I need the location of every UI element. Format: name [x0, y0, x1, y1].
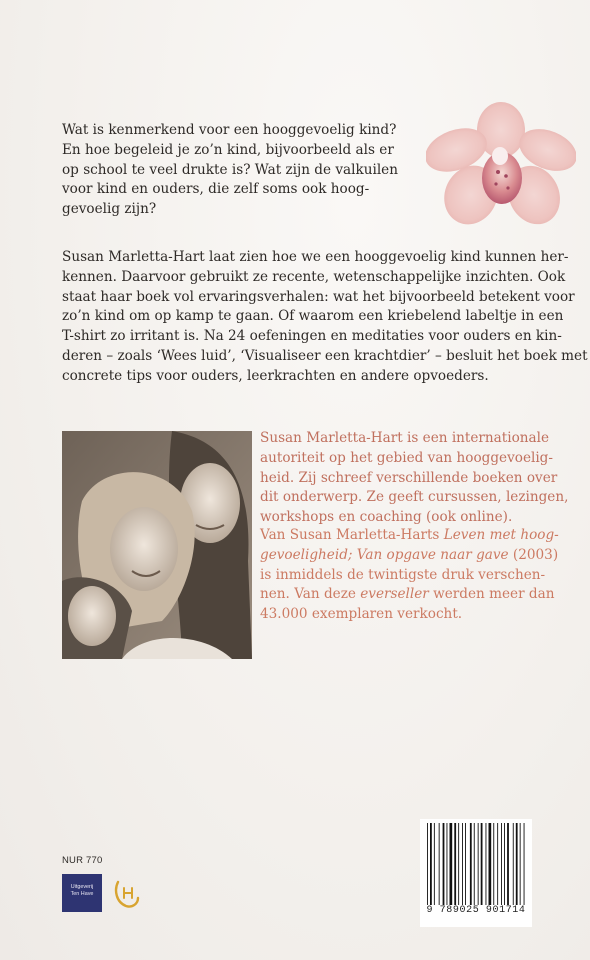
bio-line: heid. Zij schreef verschillende boeken over	[260, 469, 558, 486]
book-title: Leven met hoog-	[443, 527, 559, 543]
previous-book-note	[260, 526, 559, 625]
description-line: deren – zoals ‘Wees luid’, ‘Visualiseer een krachtdier’ – besluit het boek met	[62, 347, 588, 364]
description-line: T-shirt zo irritant is. Na 24 oefeningen en meditaties voor ouders en kin-	[62, 328, 562, 345]
barcode	[420, 819, 532, 927]
bio-line: workshops en coaching (ook online).	[260, 509, 513, 526]
publisher-mark-icon	[112, 876, 140, 910]
orchid-illustration	[426, 100, 576, 235]
description-line: staat haar boek vol ervaringsverhalen: wat het bijvoorbeeld betekent voor	[62, 288, 575, 305]
author-bio	[260, 429, 569, 528]
publisher-logo	[62, 874, 102, 912]
note-text: Van Susan Marletta-Harts	[260, 527, 444, 543]
note-line: 43.000 exemplaren verkocht.	[260, 606, 463, 623]
bio-line: autoriteit op het gebied van hooggevoelig-	[260, 449, 553, 466]
description-line: kennen. Daarvoor gebruikt ze recente, wetenschappelijke inzichten. Ook	[62, 268, 566, 285]
note-line	[260, 526, 559, 546]
intro-line: En hoe begeleid je zo’n kind, bijvoorbeeld als er	[62, 141, 394, 158]
intro-line: voor kind en ouders, die zelf soms ook hoog-	[62, 181, 370, 198]
note-line	[260, 546, 559, 566]
intro-line: gevoelig zijn?	[62, 201, 157, 218]
isbn-number: 9 789025 901714	[426, 905, 526, 916]
author-photo	[62, 431, 252, 659]
note-text: (2003)	[508, 546, 559, 563]
bio-line: dit onderwerp. Ze geeft cursussen, lezingen,	[260, 489, 569, 506]
everseller-term: everseller	[360, 586, 429, 603]
description-line: zo’n kind om op kamp te gaan. Of waarom een kriebelend labeltje in een	[62, 308, 564, 325]
intro-line: Wat is kenmerkend voor een hooggevoelig kind?	[62, 122, 397, 138]
note-line	[260, 585, 555, 605]
publisher-label: Uitgeverij	[70, 884, 94, 890]
nur-code: NUR 770	[62, 855, 103, 866]
note-text: werden meer dan	[428, 586, 555, 603]
note-line: is inmiddels de twintigste druk verschen-	[260, 566, 546, 583]
description-line: Susan Marletta-Hart laat zien hoe we een hooggevoelig kind kunnen her-	[62, 249, 569, 265]
book-title: gevoeligheid; Van opgave naar gave	[260, 546, 509, 563]
note-text: nen. Van deze	[260, 586, 361, 603]
description-paragraph	[62, 248, 588, 387]
barcode-bars	[426, 823, 526, 905]
intro-line: op school te veel drukte is? Wat zijn de valkuilen	[62, 161, 398, 178]
description-line: concrete tips voor ouders, leerkrachten en andere opvoeders.	[62, 367, 489, 384]
publisher-name: Ten Have	[70, 891, 94, 897]
intro-paragraph	[62, 121, 434, 220]
bio-line: Susan Marletta-Hart is een internationale	[260, 430, 550, 446]
